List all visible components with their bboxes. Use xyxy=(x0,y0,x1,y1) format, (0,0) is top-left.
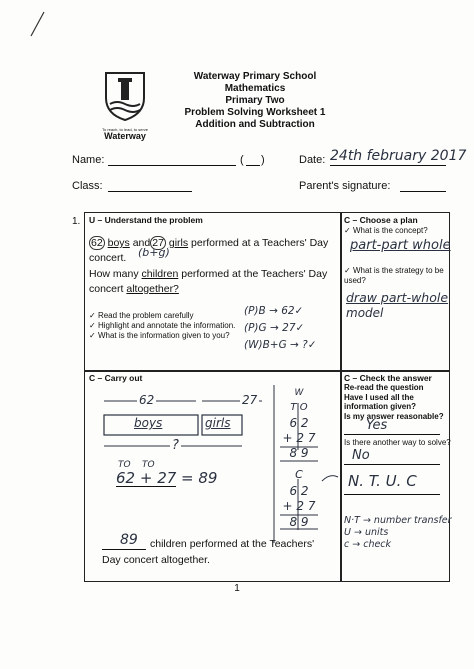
answer-sentence-1: children performed at the Teachers' xyxy=(150,538,315,550)
step-item: ✓ What is the information given to you? xyxy=(89,331,230,340)
legend-number-transfer: N·T → number transfer xyxy=(344,515,452,526)
place-value-header: T O xyxy=(290,402,308,413)
parent-signature-label: Parent's signature: xyxy=(299,180,391,192)
class-label: Class: xyxy=(72,180,103,192)
step-item: ✓ Highlight and annotate the information. xyxy=(89,321,236,330)
check-addend-2: + 2 7 xyxy=(282,499,316,513)
given-info-notes xyxy=(244,303,317,354)
date-label: Date: xyxy=(299,154,326,166)
word-boys: boys xyxy=(107,237,130,249)
bar-label-62: 62 xyxy=(139,393,155,407)
word-and: and xyxy=(132,237,151,249)
word-altogether: altogether? xyxy=(126,283,179,295)
answer-blank xyxy=(102,549,146,550)
topic: Addition and Subtraction xyxy=(195,119,315,130)
date-value[interactable]: 24th february 2017 xyxy=(330,148,467,164)
note-girls: (P)G → 27✓ xyxy=(244,322,305,334)
name-paren-open: ( xyxy=(240,154,244,166)
understand-heading: U – Understand the problem xyxy=(89,215,203,225)
check-prompt-reread: Re-read the question xyxy=(344,383,424,392)
question-line2-pre: concert xyxy=(89,283,124,295)
crest-motto: To reach, to lead, to serve xyxy=(101,127,149,132)
carryout-heading: C – Carry out xyxy=(89,373,143,383)
another-way-question: Is there another way to solve? xyxy=(344,438,451,447)
name-paren-close: ) xyxy=(261,154,265,166)
name-label: Name: xyxy=(72,154,105,166)
question-number: 1. xyxy=(72,216,81,227)
understand-steps xyxy=(89,311,235,341)
addition-sentence: 62 + 27 = 89 xyxy=(116,469,218,487)
addend-2: + 2 7 xyxy=(282,431,316,445)
crest-name: Waterway xyxy=(104,131,146,141)
check-prompt-info: Have I used all the information given? xyxy=(344,392,416,411)
title-block xyxy=(180,71,330,131)
sum-result: 8 9 xyxy=(289,446,309,460)
word-girls: girls xyxy=(168,237,189,249)
pen-stroke xyxy=(28,8,48,40)
name-field[interactable] xyxy=(108,165,236,166)
level: Primary Two xyxy=(225,95,285,106)
place-value-labels: TO TO xyxy=(118,460,155,470)
problem-line-1 xyxy=(89,237,328,249)
problem-line-3 xyxy=(89,268,327,280)
note-whole: (W)B+G → ?✓ xyxy=(244,339,317,351)
word-children: children xyxy=(141,268,179,280)
ntuc-legend xyxy=(344,515,452,551)
check-heading: C – Check the answer xyxy=(344,373,432,383)
concept-answer: part-part whole xyxy=(350,238,451,253)
check-addend-1: 6 2 xyxy=(289,484,309,498)
sentence-underline xyxy=(116,486,176,487)
bar-label-total: ? xyxy=(172,438,179,453)
question-post: performed at the Teachers' Day xyxy=(181,268,328,280)
concept-question: ✓ What is the concept? xyxy=(344,226,428,235)
crest-icon xyxy=(100,70,150,122)
another-way-answer: No xyxy=(352,448,370,463)
girls-count-circled: 27 xyxy=(152,237,164,249)
school-crest xyxy=(100,70,150,141)
subject: Mathematics xyxy=(224,83,286,94)
strategy-question: ✓ What is the strategy to be used? xyxy=(344,266,444,285)
note-boys: (P)B → 62✓ xyxy=(244,305,304,317)
strategy-answer-2: model xyxy=(346,306,384,320)
worksheet-title: Problem Solving Worksheet 1 xyxy=(184,107,326,118)
annotation-b-plus-g: (b+g) xyxy=(138,246,170,259)
problem-line-2: concert. xyxy=(89,252,127,264)
reasonable-line xyxy=(344,434,440,435)
question-pre: How many xyxy=(89,268,139,280)
ntuc-steps: N. T. U. C xyxy=(348,472,417,490)
check-label: C xyxy=(295,468,303,481)
strategy-answer-1: draw part-whole xyxy=(346,290,449,305)
step-item: ✓ Read the problem carefully xyxy=(89,311,194,320)
check-prompt-reasonable: Is my answer reasonable? xyxy=(344,411,444,421)
date-line xyxy=(330,165,446,166)
another-way-line xyxy=(344,464,440,465)
problem-rest: performed at a Teachers' Day xyxy=(191,237,329,249)
parent-signature-field[interactable] xyxy=(400,191,446,192)
legend-check: c → check xyxy=(344,539,392,550)
problem-line-4 xyxy=(89,283,179,295)
whole-label: W xyxy=(294,388,304,398)
ntuc-line xyxy=(344,494,440,495)
page-number: 1 xyxy=(234,583,240,594)
addend-1: 6 2 xyxy=(289,416,309,430)
check-prompts xyxy=(344,383,446,421)
check-result: 8 9 xyxy=(289,515,309,529)
class-field[interactable] xyxy=(108,191,192,192)
answer-value[interactable]: 89 xyxy=(120,532,138,548)
answer-sentence-2: Day concert altogether. xyxy=(102,554,210,566)
bar-label-27: 27 xyxy=(242,393,258,407)
school-name: Waterway Primary School xyxy=(193,71,317,82)
boys-count-circled: 62 xyxy=(91,237,103,249)
choose-heading: C – Choose a plan xyxy=(344,215,418,225)
register-number-field[interactable] xyxy=(246,165,260,166)
bar-label-girls: girls xyxy=(205,416,231,430)
bar-label-boys: boys xyxy=(134,416,163,430)
reasonable-answer: Yes xyxy=(366,418,388,433)
legend-units: U → units xyxy=(344,527,389,538)
